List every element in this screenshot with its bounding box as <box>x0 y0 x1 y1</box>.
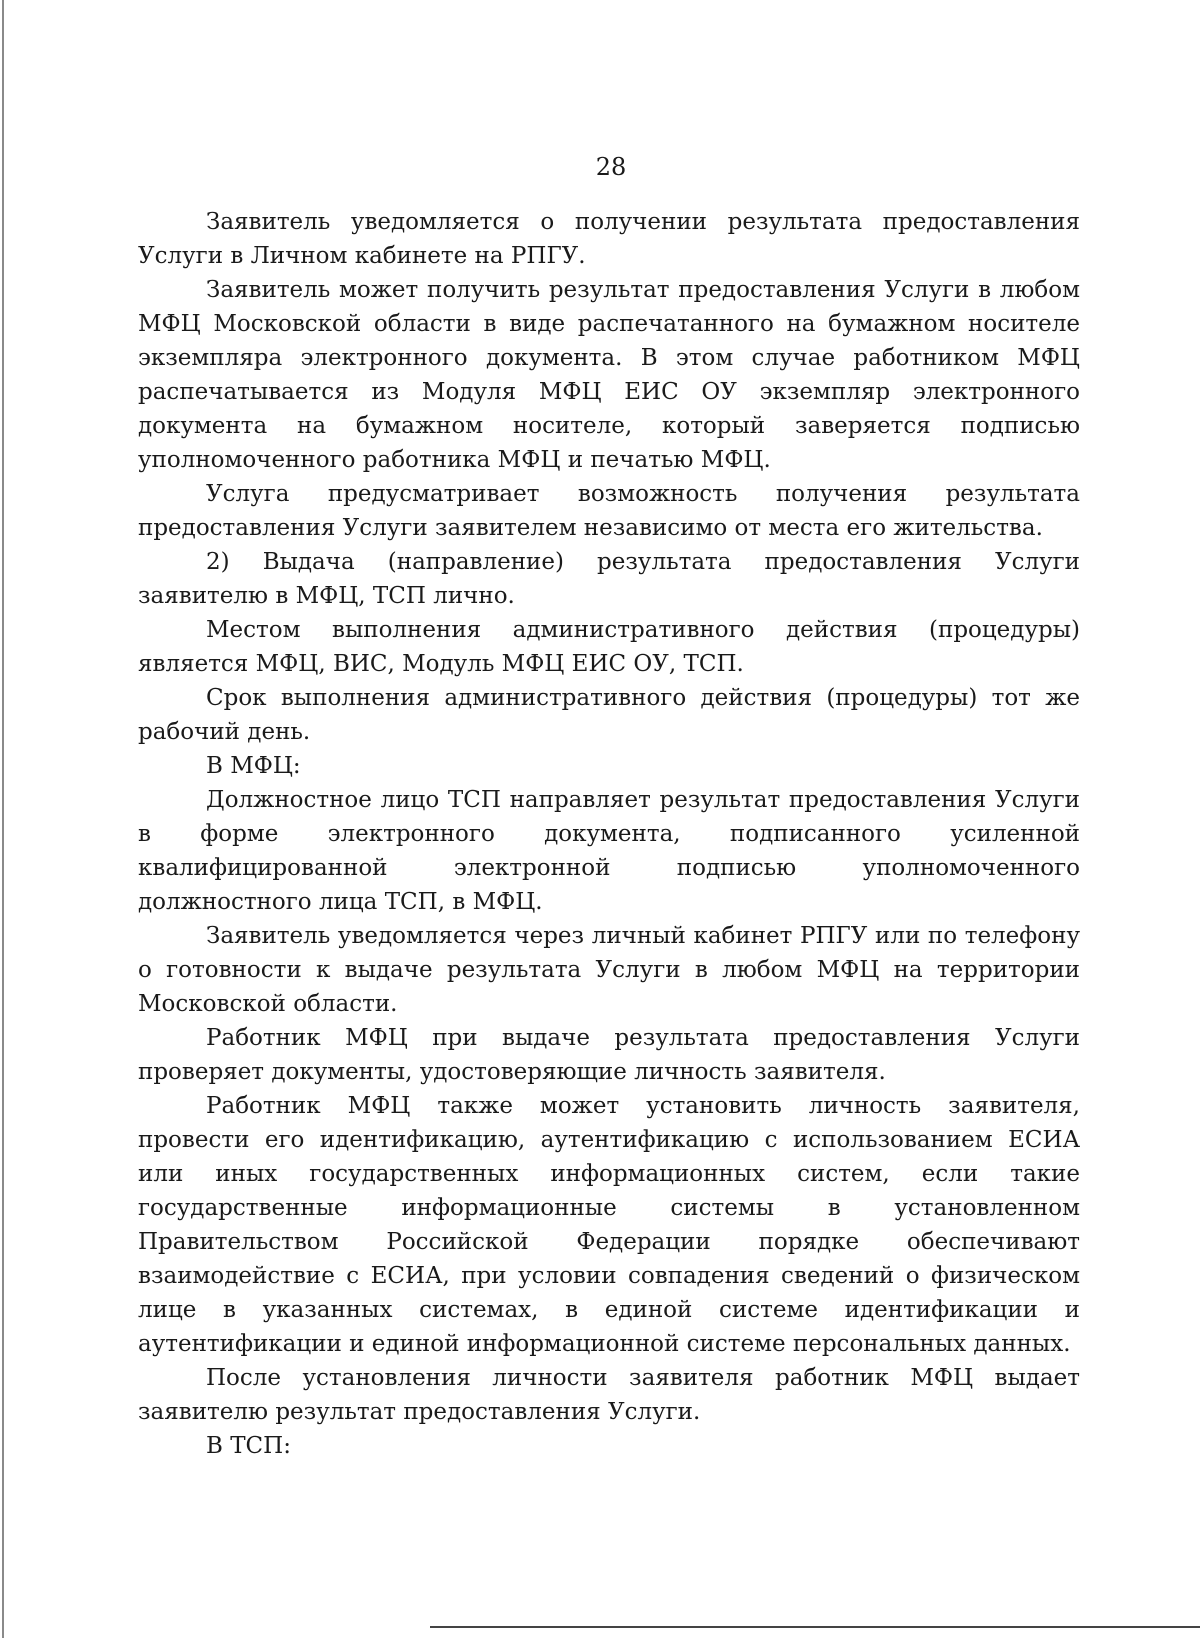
paragraph: Работник МФЦ при выдаче результата предоставления Услуги проверяет документы, удостоверяющие личность заявителя. <box>138 1025 1080 1085</box>
paragraph: В МФЦ: <box>206 753 301 779</box>
paragraph: Должностное лицо ТСП направляет результат предоставления Услуги в форме электронного документа, подписанного усиленной квалифицированной электронной подписью уполномоченного должностного лица ТСП, в МФЦ. <box>138 787 1080 915</box>
paragraph: Заявитель может получить результат предоставления Услуги в любом МФЦ Московской области в виде распечатанного на бумажном носителе экземпляра электронного документа. В этом случае работником МФЦ распечатывается из Модуля МФЦ ЕИС ОУ экземпляр электронного документа на бумажном носителе, который заверяется подписью уполномоченного работника МФЦ и печатью МФЦ. <box>138 277 1080 473</box>
paragraph: Местом выполнения административного действия (процедуры) является МФЦ, ВИС, Модуль МФЦ ЕИС ОУ, ТСП. <box>138 617 1080 677</box>
page-number: 28 <box>595 153 627 181</box>
paragraph: Заявитель уведомляется через личный кабинет РПГУ или по телефону о готовности к выдаче результата Услуги в любом МФЦ на территории Московской области. <box>138 923 1080 1017</box>
paragraph: 2) Выдача (направление) результата предоставления Услуги заявителю в МФЦ, ТСП лично. <box>138 549 1080 609</box>
scan-edge-bottom <box>430 1626 1200 1628</box>
paragraph: Заявитель уведомляется о получении результата предоставления Услуги в Личном кабинете на РПГУ. <box>138 209 1080 269</box>
scan-edge-left <box>2 0 4 1638</box>
paragraph: В ТСП: <box>206 1433 291 1459</box>
paragraph: Работник МФЦ также может установить личность заявителя, провести его идентификацию, аутентификацию с использованием ЕСИА или иных государственных информационных систем, если такие государственные информационные системы в установленном Правительством Российской Федерации порядке обеспечивают взаимодействие с ЕСИА, при условии совпадения сведений о физическом лице в указанных системах, в единой системе идентификации и аутентификации и единой информационной системе персональных данных. <box>138 1093 1080 1357</box>
paragraph: Срок выполнения административного действия (процедуры) тот же рабочий день. <box>138 685 1080 745</box>
paragraph: После установления личности заявителя работник МФЦ выдает заявителю результат предоставления Услуги. <box>138 1365 1080 1425</box>
paragraph: Услуга предусматривает возможность получения результата предоставления Услуги заявителем независимо от места его жительства. <box>138 481 1080 541</box>
document-body <box>138 205 1080 1463</box>
